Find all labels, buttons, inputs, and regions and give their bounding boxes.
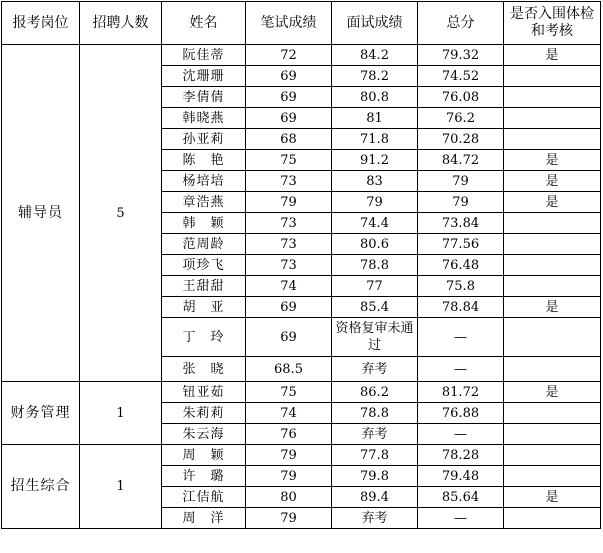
name-cell: 范周龄 xyxy=(162,234,246,255)
written-score-cell: 79 xyxy=(246,466,332,487)
interview-score-cell: 78.8 xyxy=(332,403,418,424)
name-cell: 阮佳蒂 xyxy=(162,45,246,66)
name-cell: 朱莉莉 xyxy=(162,403,246,424)
interview-score-cell: 资格复审未通过 xyxy=(332,318,418,357)
interview-score-cell: 77 xyxy=(332,276,418,297)
name-cell: 钮亚茹 xyxy=(162,382,246,403)
written-score-cell: 72 xyxy=(246,45,332,66)
interview-score-cell: 83 xyxy=(332,171,418,192)
position-cell: 财务管理 xyxy=(2,382,80,445)
name-cell: 周 颖 xyxy=(162,445,246,466)
selected-cell xyxy=(504,234,601,255)
written-score-cell: 69 xyxy=(246,108,332,129)
total-score-cell: 84.72 xyxy=(418,150,504,171)
written-score-cell: 69 xyxy=(246,87,332,108)
written-score-cell: 68.5 xyxy=(246,357,332,382)
total-score-cell: 70.28 xyxy=(418,129,504,150)
interview-score-cell: 80.6 xyxy=(332,234,418,255)
total-score-cell: 79.48 xyxy=(418,466,504,487)
total-score-cell: 76.48 xyxy=(418,255,504,276)
total-score-cell: 77.56 xyxy=(418,234,504,255)
written-score-cell: 73 xyxy=(246,171,332,192)
selected-cell xyxy=(504,318,601,357)
interview-score-cell: 89.4 xyxy=(332,487,418,508)
selected-cell: 是 xyxy=(504,192,601,213)
selected-cell: 是 xyxy=(504,171,601,192)
count-cell: 1 xyxy=(80,382,162,445)
position-cell: 招生综合 xyxy=(2,445,80,529)
interview-score-cell: 弃考 xyxy=(332,424,418,445)
name-cell: 陈 艳 xyxy=(162,150,246,171)
interview-score-cell: 弃考 xyxy=(332,357,418,382)
position-cell: 辅导员 xyxy=(2,45,80,382)
written-score-cell: 74 xyxy=(246,403,332,424)
total-score-cell: — xyxy=(418,318,504,357)
selected-cell xyxy=(504,445,601,466)
written-score-cell: 80 xyxy=(246,487,332,508)
interview-score-cell: 80.8 xyxy=(332,87,418,108)
name-cell: 章浩燕 xyxy=(162,192,246,213)
total-score-cell: 78.84 xyxy=(418,297,504,318)
interview-score-cell: 84.2 xyxy=(332,45,418,66)
interview-score-cell: 78.8 xyxy=(332,255,418,276)
header-row xyxy=(2,2,601,45)
written-score-cell: 73 xyxy=(246,234,332,255)
written-score-cell: 79 xyxy=(246,445,332,466)
total-score-cell: 74.52 xyxy=(418,66,504,87)
total-score-cell: 75.8 xyxy=(418,276,504,297)
interview-score-cell: 77.8 xyxy=(332,445,418,466)
header-count: 招聘人数 xyxy=(80,2,162,45)
selected-cell: 是 xyxy=(504,150,601,171)
name-cell: 李倩倩 xyxy=(162,87,246,108)
selected-cell xyxy=(504,357,601,382)
name-cell: 韩 颖 xyxy=(162,213,246,234)
interview-score-cell: 85.4 xyxy=(332,297,418,318)
name-cell: 沈珊珊 xyxy=(162,66,246,87)
selected-cell: 是 xyxy=(504,487,601,508)
written-score-cell: 74 xyxy=(246,276,332,297)
name-cell: 韩晓燕 xyxy=(162,108,246,129)
selected-cell xyxy=(504,508,601,529)
interview-score-cell: 79.8 xyxy=(332,466,418,487)
selected-cell xyxy=(504,276,601,297)
selected-cell xyxy=(504,87,601,108)
written-score-cell: 76 xyxy=(246,424,332,445)
name-cell: 张 晓 xyxy=(162,357,246,382)
name-cell: 孙亚莉 xyxy=(162,129,246,150)
interview-score-cell: 弃考 xyxy=(332,508,418,529)
total-score-cell: 81.72 xyxy=(418,382,504,403)
total-score-cell: 76.2 xyxy=(418,108,504,129)
header-interview: 面试成绩 xyxy=(332,2,418,45)
count-cell: 1 xyxy=(80,445,162,529)
results-body xyxy=(2,45,601,529)
total-score-cell: 76.08 xyxy=(418,87,504,108)
written-score-cell: 69 xyxy=(246,318,332,357)
interview-score-cell: 74.4 xyxy=(332,213,418,234)
written-score-cell: 75 xyxy=(246,382,332,403)
selected-cell xyxy=(504,403,601,424)
table-row xyxy=(2,382,601,403)
total-score-cell: 76.88 xyxy=(418,403,504,424)
written-score-cell: 79 xyxy=(246,508,332,529)
interview-score-cell: 79 xyxy=(332,192,418,213)
name-cell: 杨培培 xyxy=(162,171,246,192)
header-written: 笔试成绩 xyxy=(246,2,332,45)
total-score-cell: — xyxy=(418,357,504,382)
total-score-cell: 79.32 xyxy=(418,45,504,66)
name-cell: 项珍飞 xyxy=(162,255,246,276)
interview-score-cell: 71.8 xyxy=(332,129,418,150)
count-cell: 5 xyxy=(80,45,162,382)
interview-score-cell: 81 xyxy=(332,108,418,129)
interview-score-cell: 78.2 xyxy=(332,66,418,87)
header-selected: 是否入围体检和考核 xyxy=(504,2,601,45)
table-row xyxy=(2,445,601,466)
selected-cell: 是 xyxy=(504,45,601,66)
selected-cell xyxy=(504,129,601,150)
selected-cell: 是 xyxy=(504,297,601,318)
total-score-cell: 78.28 xyxy=(418,445,504,466)
written-score-cell: 73 xyxy=(246,213,332,234)
selected-cell: 是 xyxy=(504,382,601,403)
total-score-cell: 85.64 xyxy=(418,487,504,508)
name-cell: 周 洋 xyxy=(162,508,246,529)
selected-cell xyxy=(504,424,601,445)
written-score-cell: 69 xyxy=(246,66,332,87)
written-score-cell: 69 xyxy=(246,297,332,318)
header-position: 报考岗位 xyxy=(2,2,80,45)
selected-cell xyxy=(504,108,601,129)
name-cell: 胡 亚 xyxy=(162,297,246,318)
selected-cell xyxy=(504,466,601,487)
written-score-cell: 68 xyxy=(246,129,332,150)
total-score-cell: 79 xyxy=(418,192,504,213)
name-cell: 许 璐 xyxy=(162,466,246,487)
name-cell: 朱云海 xyxy=(162,424,246,445)
written-score-cell: 73 xyxy=(246,255,332,276)
total-score-cell: 73.84 xyxy=(418,213,504,234)
name-cell: 王甜甜 xyxy=(162,276,246,297)
interview-score-cell: 91.2 xyxy=(332,150,418,171)
written-score-cell: 75 xyxy=(246,150,332,171)
header-total: 总分 xyxy=(418,2,504,45)
written-score-cell: 79 xyxy=(246,192,332,213)
name-cell: 江佶航 xyxy=(162,487,246,508)
results-table xyxy=(1,1,601,529)
selected-cell xyxy=(504,255,601,276)
table-row xyxy=(2,45,601,66)
interview-score-cell: 86.2 xyxy=(332,382,418,403)
selected-cell xyxy=(504,66,601,87)
total-score-cell: — xyxy=(418,424,504,445)
total-score-cell: 79 xyxy=(418,171,504,192)
selected-cell xyxy=(504,213,601,234)
total-score-cell: — xyxy=(418,508,504,529)
header-name: 姓名 xyxy=(162,2,246,45)
name-cell: 丁 玲 xyxy=(162,318,246,357)
